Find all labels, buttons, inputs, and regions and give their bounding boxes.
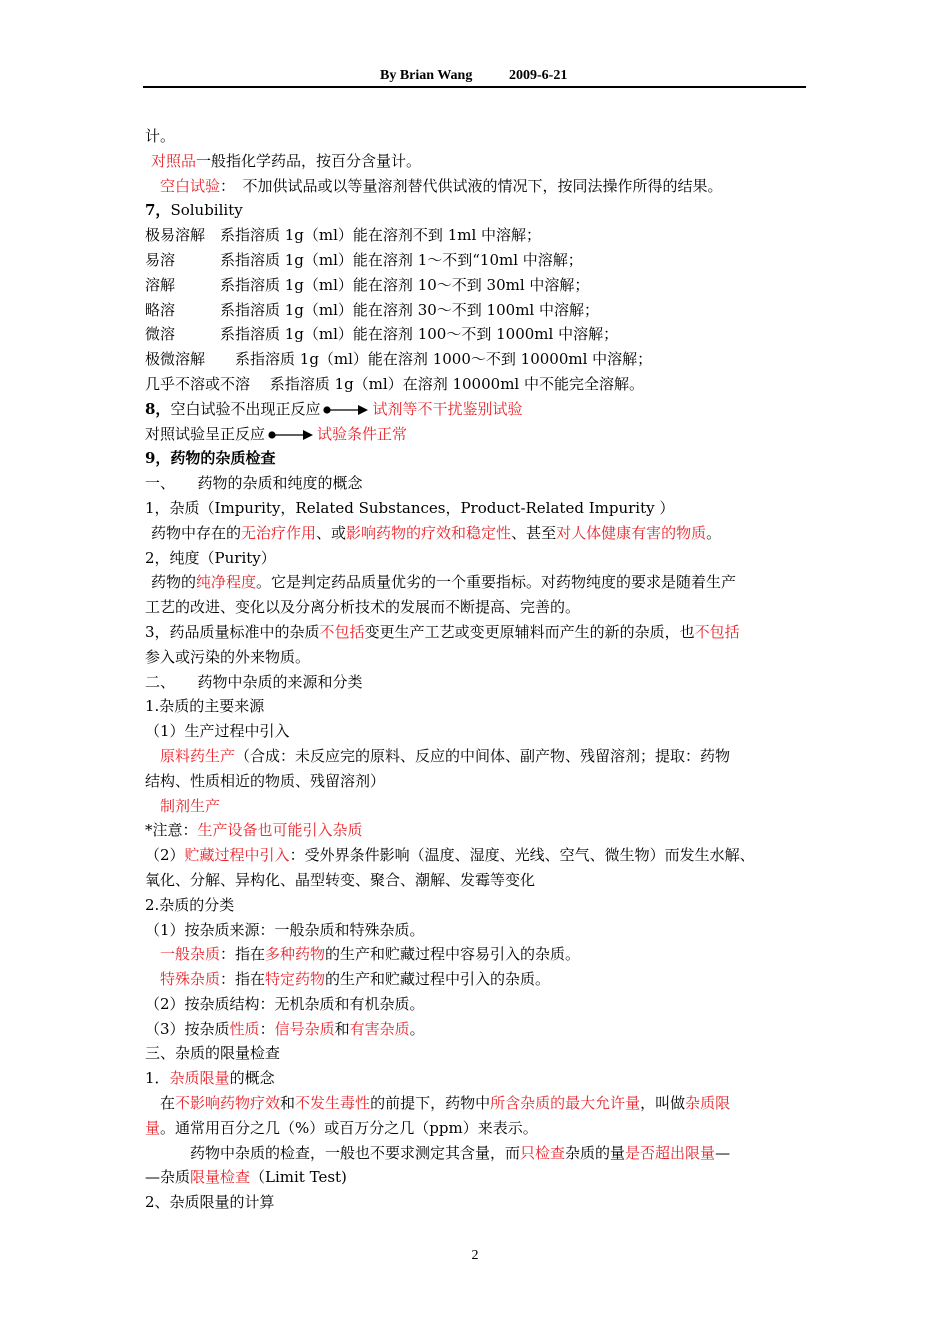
text-line [145, 471, 815, 496]
highlighted-text: 不影响药物疗效 [175, 1094, 281, 1113]
text-line [145, 843, 815, 868]
highlighted-text: 不包括 [694, 622, 740, 641]
highlighted-text: 杂质限 [685, 1094, 731, 1113]
text-span: 、甚至 [511, 523, 557, 542]
text-line [145, 149, 815, 174]
text-line [145, 992, 815, 1017]
text-line [145, 521, 815, 546]
text-span: ：指在 [220, 970, 266, 989]
text-line [145, 546, 815, 571]
text-line [145, 1091, 815, 1116]
text-span: ，叫做 [640, 1094, 686, 1113]
highlighted-text: 制剂生产 [160, 796, 221, 815]
text-line [145, 868, 815, 893]
text-span: 药物中存在的 [151, 523, 242, 542]
text-span: ： 不加供试品或以等量溶剂替代供试液的情况下，按同法操作所得的结果。 [220, 176, 723, 195]
header-date: 2009-6-21 [509, 68, 568, 83]
text-span: ： [259, 1019, 275, 1038]
text-span: 变更生产工艺或变更原辅料而产生的新的杂质，也 [364, 622, 695, 641]
text-line [145, 446, 815, 471]
text-span: ：指在 [220, 945, 266, 964]
text-span: （2） [145, 846, 185, 865]
text-span: 对照试验呈正反应 [145, 424, 266, 443]
text-span: 参入或污染的外来物质。 [145, 647, 311, 666]
text-span: 药物中杂质的检查，一般也不要求测定其含量，而 [190, 1143, 521, 1162]
text-line [145, 298, 815, 323]
text-span: （3）按杂质 [145, 1019, 230, 1038]
arrow-icon [267, 428, 315, 442]
highlighted-text: 量 [145, 1118, 161, 1137]
text-line [145, 1017, 815, 1042]
text-span: （合成：未反应完的原料、反应的中间体、副产物、残留溶剂；提取：药物 [235, 746, 731, 765]
highlighted-text: 有害杂质 [349, 1019, 410, 1038]
text-line [145, 1165, 815, 1190]
highlighted-text: 所含杂质的最大允许量 [490, 1094, 641, 1113]
text-span: 在 [160, 1094, 176, 1113]
text-line [145, 496, 815, 521]
text-line [145, 818, 815, 843]
text-line [145, 347, 815, 372]
text-span: — [715, 1143, 731, 1162]
text-span: 3，药品质量标准中的杂质 [145, 622, 320, 641]
text-span: （Limit Test) [250, 1168, 347, 1187]
text-span: （1）生产过程中引入 [145, 722, 290, 741]
highlighted-text: 限量检查 [190, 1168, 251, 1187]
text-line [145, 893, 815, 918]
text-span: 空白试验不出现正反应 [170, 399, 321, 418]
highlighted-text: 一般杂质 [160, 945, 221, 964]
text-line [145, 595, 815, 620]
text-line [145, 670, 815, 695]
highlighted-text: 贮藏过程中引入 [184, 846, 290, 865]
text-span: *注意： [145, 821, 198, 840]
text-span: 7， [145, 201, 171, 220]
text-line [145, 570, 815, 595]
text-span: （1）按杂质来源：一般杂质和特殊杂质。 [145, 920, 425, 939]
text-line [145, 694, 815, 719]
text-span: 、或 [316, 523, 347, 542]
text-span: 极易溶解 系指溶质 1g（ml）能在溶剂不到 1ml 中溶解； [145, 226, 542, 245]
text-span: Solubility [170, 201, 243, 220]
highlighted-text: 性质 [229, 1019, 260, 1038]
highlighted-text: 生产设备也可能引入杂质 [197, 821, 363, 840]
text-line [145, 273, 815, 298]
text-line [145, 794, 815, 819]
highlighted-text: 多种药物 [265, 945, 326, 964]
text-line [145, 645, 815, 670]
highlighted-text: 特殊杂质 [160, 970, 221, 989]
header-author: By Brian Wang [380, 68, 473, 83]
text-span: 几乎不溶或不溶 系指溶质 1g（ml）在溶剂 10000ml 中不能完全溶解。 [145, 374, 644, 393]
text-line [145, 248, 815, 273]
text-line [145, 967, 815, 992]
text-line [145, 1066, 815, 1091]
text-span: 计。 [145, 127, 176, 145]
text-span: 8， [145, 399, 171, 418]
text-span: 杂质的量 [565, 1143, 626, 1162]
text-span: 一般指化学药品，按百分含量计。 [196, 151, 422, 170]
highlighted-text: 影响药物的疗效和稳定性 [346, 523, 512, 542]
text-line [145, 719, 815, 744]
highlighted-text: 纯净程度 [196, 573, 257, 592]
text-span: 的生产和贮藏过程中容易引入的杂质。 [325, 945, 581, 964]
text-span: 2.杂质的分类 [145, 895, 235, 914]
text-line [145, 1041, 815, 1066]
highlighted-text: 无治疗作用 [241, 523, 317, 542]
highlighted-text: 特定药物 [265, 970, 326, 989]
text-span: 的生产和贮藏过程中引入的杂质。 [325, 970, 551, 989]
text-line [145, 174, 815, 199]
text-line [145, 942, 815, 967]
highlighted-text: 对照品 [151, 151, 197, 170]
text-line [145, 1141, 815, 1166]
text-line [145, 769, 815, 794]
text-span: 一、 药物的杂质和纯度的概念 [145, 474, 363, 493]
text-line [145, 422, 815, 447]
text-span: 和 [280, 1094, 296, 1113]
text-span: 。通常用百分之几（%）或百万分之几（ppm）来表示。 [160, 1118, 538, 1137]
text-span: 结构、性质相近的物质、残留溶剂） [145, 771, 386, 790]
text-span: 溶解 系指溶质 1g（ml）能在溶剂 10～不到 30ml 中溶解； [145, 275, 590, 294]
text-span: （2）按杂质结构：无机杂质和有机杂质。 [145, 994, 425, 1013]
text-span: 工艺的改进、变化以及分离分析技术的发展而不断提高、完善的。 [145, 598, 581, 617]
page-header [143, 62, 806, 88]
page-number: 2 [471, 1248, 479, 1263]
text-span: 极微溶解 系指溶质 1g（ml）能在溶剂 1000～不到 10000ml 中溶解； [145, 350, 653, 369]
text-line [145, 918, 815, 943]
text-line [145, 397, 815, 422]
text-span: 氧化、分解、异构化、晶型转变、聚合、潮解、发霉等变化 [145, 870, 536, 889]
highlighted-text: 原料药生产 [160, 746, 236, 765]
highlighted-text: 对人体健康有害的物质 [556, 523, 707, 542]
text-span: 2、杂质限量的计算 [145, 1193, 275, 1212]
text-span: 2，纯度（Purity） [145, 548, 276, 567]
text-span: —杂质 [145, 1168, 191, 1187]
highlighted-text: 是否超出限量 [625, 1143, 716, 1162]
text-line [145, 1116, 815, 1141]
text-span: 微溶 系指溶质 1g（ml）能在溶剂 100～不到 1000ml 中溶解； [145, 325, 619, 344]
text-span: 的概念 [229, 1069, 275, 1088]
highlighted-text: 试剂等不干扰鉴别试验 [372, 399, 523, 418]
text-span: 三、杂质的限量检查 [145, 1044, 281, 1063]
text-span: 。 [409, 1019, 425, 1038]
highlighted-text: 不发生毒性 [295, 1094, 371, 1113]
highlighted-text: 不包括 [319, 622, 365, 641]
text-span: 略溶 系指溶质 1g（ml）能在溶剂 30～不到 100ml 中溶解； [145, 300, 599, 319]
text-line [145, 372, 815, 397]
text-span: 药物的 [151, 573, 197, 592]
text-span: 。 [706, 523, 722, 542]
text-span: 1，杂质（Impurity，Related Substances，Product-Related Impurity ） [145, 498, 675, 517]
text-span: 易溶 系指溶质 1g（ml）能在溶剂 1～不到“10ml 中溶解； [145, 250, 583, 269]
highlighted-text: 杂质限量 [169, 1069, 230, 1088]
text-span: 。它是判定药品质量优劣的一个重要指标。对药物纯度的要求是随着生产 [256, 573, 737, 592]
arrow-icon [322, 403, 370, 417]
text-line [145, 198, 815, 223]
text-line [145, 322, 815, 347]
text-line [145, 223, 815, 248]
text-span: 二、 药物中杂质的来源和分类 [145, 672, 363, 691]
text-span: 1． [145, 1069, 170, 1088]
text-span: ：受外界条件影响（温度、湿度、光线、空气、微生物）而发生水解、 [289, 846, 755, 865]
text-line [145, 744, 815, 769]
text-span: 的前提下，药物中 [370, 1094, 491, 1113]
text-span: 1.杂质的主要来源 [145, 697, 265, 716]
text-span: 和 [334, 1019, 350, 1038]
highlighted-text: 信号杂质 [274, 1019, 335, 1038]
highlighted-text: 空白试验 [160, 176, 221, 195]
highlighted-text: 试验条件正常 [317, 424, 408, 443]
text-line [145, 620, 815, 645]
highlighted-text: 只检查 [520, 1143, 566, 1162]
text-span: 9，药物的杂质检查 [145, 449, 276, 468]
document-body [145, 124, 815, 1215]
text-line [145, 1190, 815, 1215]
text-line [145, 124, 815, 149]
